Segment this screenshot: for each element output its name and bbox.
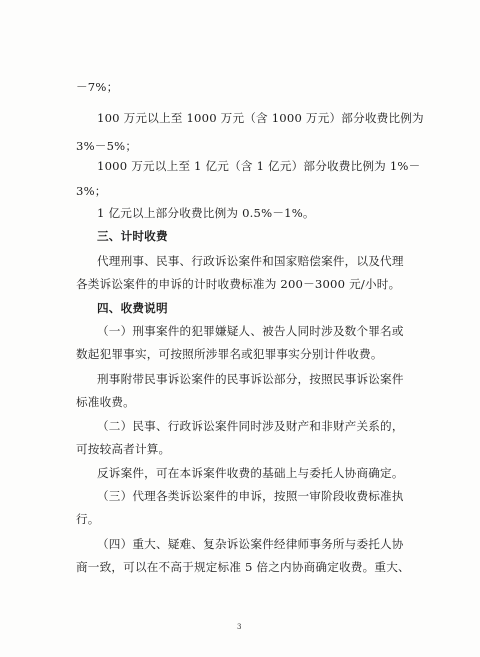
text-line-4: 1000 万元以上至 1 亿元（含 1 亿元）部分收费比例为 1%－ [97,159,421,173]
section-heading-4: 四、收费说明 [97,301,168,315]
text-line-5: 3%； [76,184,107,198]
text-line-17: 反诉案件，可在本诉案件收费的基础上与委托人协商确定。 [97,466,404,480]
text-line-15: （二）民事、行政诉讼案件同时涉及财产和非财产关系的， [97,419,404,433]
text-line-19: 行。 [76,512,100,526]
text-line-2: 100 万元以上至 1000 万元（含 1000 万元）部分收费比例为 [97,111,424,125]
text-line-8: 代理刑事、民事、行政诉讼案件和国家赔偿案件，以及代理 [97,254,404,268]
text-line-6: 1 亿元以上部分收费比例为 0.5%－1%。 [97,206,315,220]
section-heading-3: 三、计时收费 [97,229,168,243]
text-line-9: 各类诉讼案件的申诉的计时收费标准为 200－3000 元/小时。 [76,277,401,291]
text-line-16: 可按较高者计算。 [76,442,171,456]
text-line-11: （一）刑事案件的犯罪嫌疑人、被告人同时涉及数个罪名或 [97,324,404,338]
text-line-20: （四）重大、疑难、复杂诉讼案件经律师事务所与委托人协 [97,537,404,551]
text-line-18: （三）代理各类诉讼案件的申诉，按照一审阶段收费标准执 [97,489,404,503]
text-line-21: 商一致，可以在不高于规定标准 5 倍之内协商确定收费。重大、 [76,560,410,574]
text-line-13: 刑事附带民事诉讼案件的民事诉讼部分，按照民事诉讼案件 [97,372,404,386]
text-line-1: －7%； [76,80,119,94]
text-line-12: 数起犯罪事实，可按照所涉罪名或犯罪事实分别计件收费。 [76,347,383,361]
text-line-14: 标准收费。 [76,395,135,409]
page-number: 3 [237,623,242,631]
text-line-3: 3%－5%； [76,139,138,153]
